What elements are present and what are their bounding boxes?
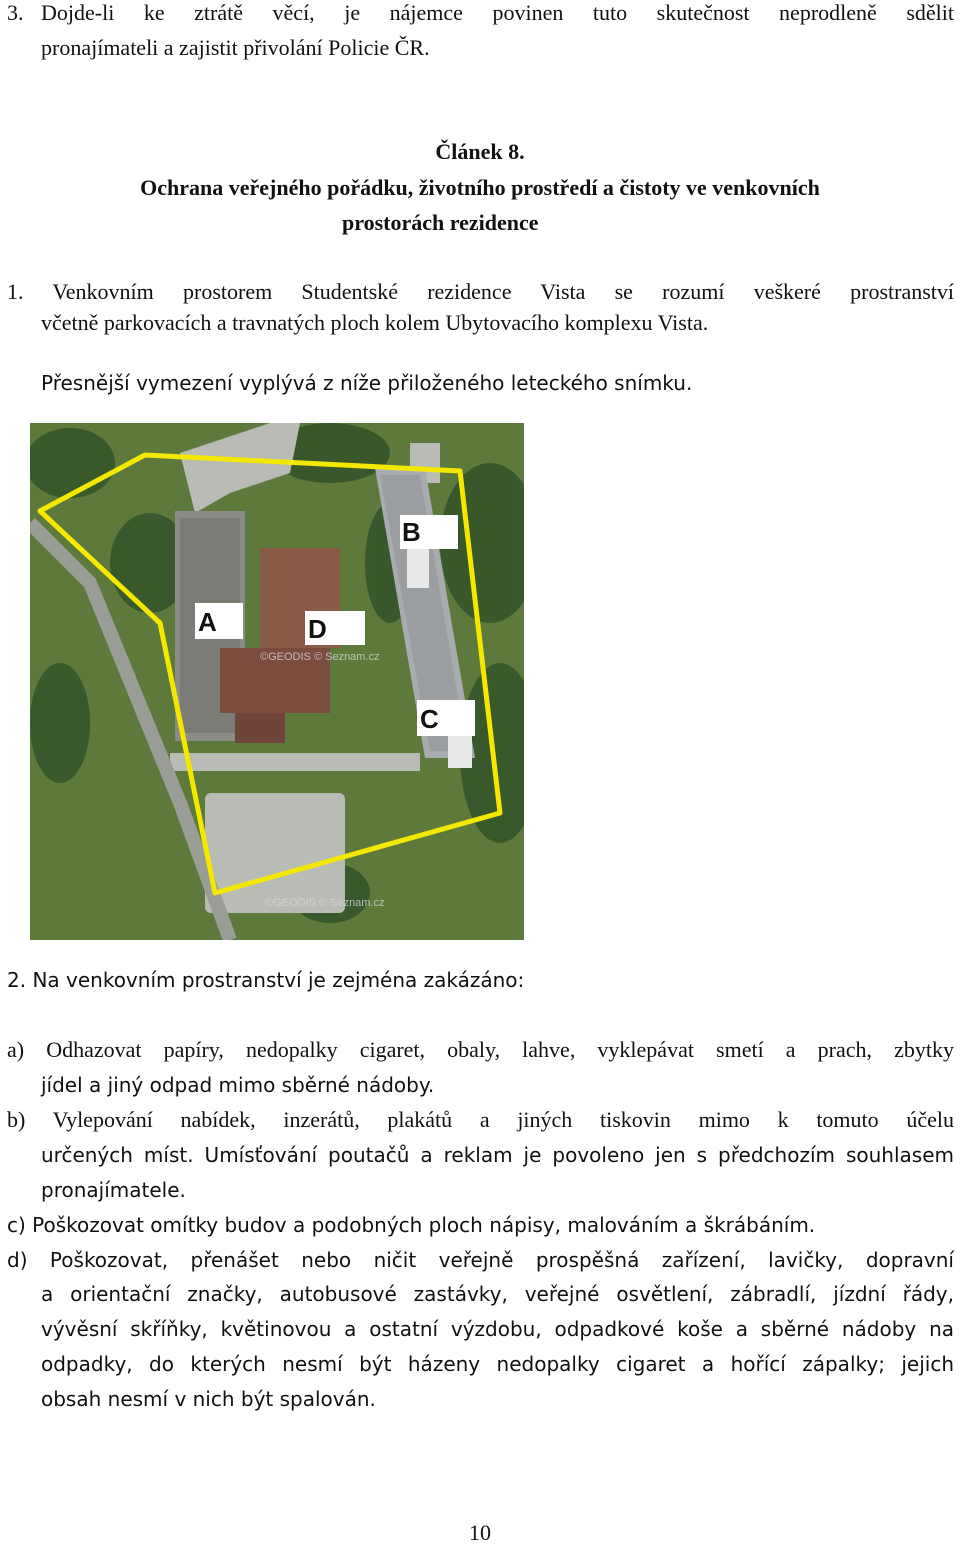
item-a-line2: jídel a jiný odpad mimo sběrné nádoby. (41, 1073, 435, 1097)
article-title-line2: prostorách rezidence (342, 210, 539, 235)
item-d-line2: a orientační značky, autobusové zastávky, veřejné osvětlení, zábradlí, jízdní řády, (41, 1282, 954, 1306)
item3-text-line1: Dojde-li ke ztrátě věcí, je nájemce povinen tuto skutečnost neprodleně sdělit (41, 0, 954, 25)
item-b-line2: určených míst. Umísťování poutačů a reklam je povoleno jen s předchozím souhlasem (41, 1143, 954, 1167)
item-a-line1: a) Odhazovat papíry, nedopalky cigaret, obaly, lahve, vyklepávat smetí a prach, zbytky (7, 1037, 954, 1062)
para2-heading: 2. Na venkovním prostranství je zejména zakázáno: (7, 968, 525, 992)
item-d-line3: vývěsní skříňky, květinovou a ostatní výzdobu, odpadkové koše a sběrné nádoby na (41, 1317, 954, 1341)
item-b-line1: b) Vylepování nabídek, inzerátů, plakátů a jiných tiskovin mimo k tomuto účelu (7, 1107, 954, 1132)
label-c: C (420, 704, 439, 734)
item-d-line5: obsah nesmí v nich být spalován. (41, 1387, 376, 1411)
item-d-line4: odpadky, do kterých nesmí být házeny nedopalky cigaret a hořící zápalky; jejich (41, 1352, 954, 1376)
article-title-line1: Ochrana veřejného pořádku, životního prostředí a čistoty ve venkovních (140, 175, 820, 200)
item3-text-line2: pronajímateli a zajistit přivolání Policie ČR. (41, 35, 430, 60)
label-b: B (402, 517, 421, 547)
item-number: 3. (7, 0, 24, 25)
article-number: Článek 8. (435, 139, 525, 164)
label-a: A (198, 607, 217, 637)
page-number: 10 (469, 1520, 491, 1545)
para1-line2: včetně parkovacích a travnatých ploch kolem Ubytovacího komplexu Vista. (41, 310, 709, 335)
label-d: D (308, 614, 327, 644)
para1-line1: 1. Venkovním prostorem Studentské rezidence Vista se rozumí veškeré prostranství (7, 279, 954, 304)
item-c-line1: c) Poškozovat omítky budov a podobných ploch nápisy, malováním a škrábáním. (7, 1213, 816, 1237)
aerial-photo (30, 423, 524, 940)
watermark: ©GEODIS © Seznam.cz (260, 651, 380, 663)
item-d-line1: d) Poškozovat, přenášet nebo ničit veřejně prospěšná zařízení, lavičky, dopravní (7, 1248, 954, 1272)
para1-line3: Přesnější vymezení vyplývá z níže přiloženého leteckého snímku. (41, 371, 693, 395)
item-b-line3: pronajímatele. (41, 1178, 186, 1202)
watermark: ©GEODIS © Seznam.cz (265, 897, 385, 909)
